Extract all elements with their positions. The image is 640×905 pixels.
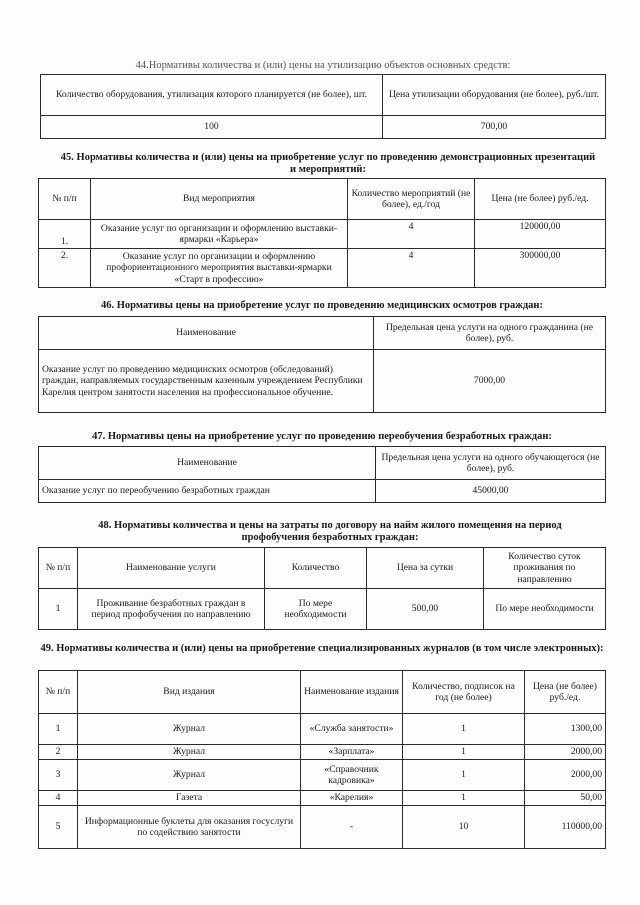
header-cell: Предельная цена услуги на одного обучающегося (не более), руб. xyxy=(376,447,606,480)
cell: 50,00 xyxy=(525,791,606,806)
table-row xyxy=(39,714,606,745)
table-48 xyxy=(38,547,606,630)
section-45-title: 45. Нормативы количества и (или) цены на приобретение услуг по проведению демонстрационных презентаций и мероприятий: xyxy=(60,152,596,175)
section-49-title: 49. Нормативы количества и (или) цены на приобретение специализированных журналов (в том числе электронных): xyxy=(40,643,604,654)
cell: 300000,00 xyxy=(475,249,606,288)
cell: 1 xyxy=(403,714,525,745)
cell: Газета xyxy=(78,791,301,806)
table-header-row xyxy=(39,548,606,589)
cell: 500,00 xyxy=(367,589,484,630)
header-cell: Количество, подписок на год (не более) xyxy=(403,671,525,714)
cell: Оказание услуг по организации и оформлению профориентационного мероприятия выставки-ярмарки «Старт в профессию» xyxy=(91,249,348,288)
cell: 3 xyxy=(39,760,78,791)
section-47-title: 47. Нормативы цены на приобретение услуг по проведению переобучения безработных граждан: xyxy=(92,431,552,442)
table-row xyxy=(39,480,606,503)
header-cell: Количество xyxy=(265,548,367,589)
cell: 100 xyxy=(41,116,383,139)
header-cell: Предельная цена услуги на одного гражданина (не более), руб. xyxy=(374,317,606,350)
table-row xyxy=(39,589,606,630)
header-cell: Наименование xyxy=(39,447,376,480)
table-49 xyxy=(38,670,606,849)
table-row xyxy=(41,116,606,139)
cell: 5 xyxy=(39,806,78,849)
cell: 1 xyxy=(403,791,525,806)
header-cell: № п/п xyxy=(39,548,78,589)
cell: 2. xyxy=(39,249,91,288)
cell: По мере необходимости xyxy=(484,589,606,630)
cell: 4 xyxy=(348,249,475,288)
cell: «Карелия» xyxy=(301,791,403,806)
table-header-row xyxy=(39,671,606,714)
header-cell: Цена (не более) руб./ед. xyxy=(525,671,606,714)
cell: 110000,00 xyxy=(525,806,606,849)
table-row xyxy=(39,249,606,288)
cell: 4 xyxy=(39,791,78,806)
header-cell: Вид издания xyxy=(78,671,301,714)
header-cell: Цена за сутки xyxy=(367,548,484,589)
header-cell: № п/п xyxy=(39,671,78,714)
cell: 45000,00 xyxy=(376,480,606,503)
cell: 2000,00 xyxy=(525,745,606,760)
table-45 xyxy=(38,178,606,288)
cell: Журнал xyxy=(78,745,301,760)
header-cell: Вид мероприятия xyxy=(91,179,348,220)
table-44 xyxy=(40,74,606,139)
table-row xyxy=(39,806,606,849)
cell: Журнал xyxy=(78,760,301,791)
table-row xyxy=(39,220,606,249)
cell: 10 xyxy=(403,806,525,849)
cell: Журнал xyxy=(78,714,301,745)
table-header-row xyxy=(39,179,606,220)
cell: 7000,00 xyxy=(374,350,606,413)
header-cell: Количество мероприятий (не более), ед./год xyxy=(348,179,475,220)
table-row xyxy=(39,760,606,791)
cell: - xyxy=(301,806,403,849)
section-44-title: 44.Нормативы количества и (или) цены на утилизацию объектов основных средств: xyxy=(135,60,511,71)
table-46 xyxy=(38,316,606,413)
cell: 1 xyxy=(39,714,78,745)
cell: 1300,00 xyxy=(525,714,606,745)
cell: 1 xyxy=(403,760,525,791)
cell: 2 xyxy=(39,745,78,760)
cell: Информационные буклеты для оказания госуслуги по содействию занятости xyxy=(78,806,301,849)
cell: Проживание безработных граждан в период профобучения по направлению xyxy=(78,589,265,630)
table-header-row xyxy=(39,317,606,350)
cell: «Справочник кадровика» xyxy=(301,760,403,791)
cell: Оказание услуг по проведению медицинских осмотров (обследований) граждан, направляемых государственным казенным учреждением Республики Карелия центром занятости населения на профессиональное обучение. xyxy=(39,350,374,413)
cell: Оказание услуг по организации и оформлению выставки-ярмарки «Карьера» xyxy=(91,220,348,249)
cell: «Зарплата» xyxy=(301,745,403,760)
section-48-title: 48. Нормативы количества и цены на затраты по договору на найм жилого помещения на период профобучения безработных граждан: xyxy=(98,520,562,543)
header-cell: Цена утилизации оборудования (не более), руб./шт. xyxy=(383,75,606,116)
cell: 700,00 xyxy=(383,116,606,139)
cell: 1 xyxy=(39,589,78,630)
section-46-title: 46. Нормативы цены на приобретение услуг по проведению медицинских осмотров граждан: xyxy=(101,300,543,311)
cell: 120000,00 xyxy=(475,220,606,249)
header-cell: Цена (не более) руб./ед. xyxy=(475,179,606,220)
header-cell: Количество суток проживания по направлению xyxy=(484,548,606,589)
header-cell: № п/п xyxy=(39,179,91,220)
cell: 1. xyxy=(39,220,91,249)
table-header-row xyxy=(41,75,606,116)
header-cell: Наименование xyxy=(39,317,374,350)
cell: Оказание услуг по переобучению безработных граждан xyxy=(39,480,376,503)
cell: «Служба занятости» xyxy=(301,714,403,745)
cell: 4 xyxy=(348,220,475,249)
table-header-row xyxy=(39,447,606,480)
cell: По мере необходимости xyxy=(265,589,367,630)
table-row xyxy=(39,350,606,413)
table-row xyxy=(39,745,606,760)
header-cell: Количество оборудования, утилизация которого планируется (не более), шт. xyxy=(41,75,383,116)
table-row xyxy=(39,791,606,806)
table-47 xyxy=(38,446,606,503)
cell: 2000,00 xyxy=(525,760,606,791)
header-cell: Наименование услуги xyxy=(78,548,265,589)
header-cell: Наименование издания xyxy=(301,671,403,714)
cell: 1 xyxy=(403,745,525,760)
